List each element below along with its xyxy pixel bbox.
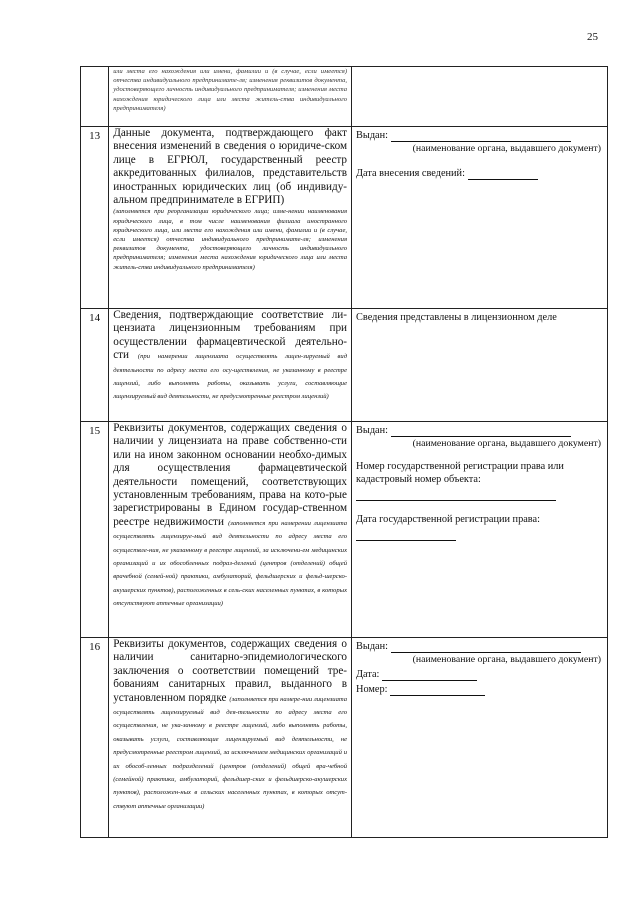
- row-note: (при намерении лицензиата осуществлять лицен-зируемый вид деятельности по адресу места его осу-ществления, не указанному в реестре лицензий, либо выполнять работы, оказывать услуги, составляющие лицензируемый вид деятельности, не предусмотренные реестром лицензий): [113, 353, 348, 401]
- application-form-table: [80, 66, 608, 838]
- page-number: 25: [587, 31, 598, 43]
- reg-date-label: Дата государственной регистрации права:: [356, 514, 540, 525]
- issued-caption: (наименование органа, выдавшего документ): [412, 143, 601, 154]
- row-response: [352, 638, 608, 838]
- issued-label: Выдан:: [356, 425, 388, 436]
- issued-caption: (наименование органа, выдавшего документ): [412, 438, 601, 449]
- row-description: [109, 422, 352, 638]
- entry-date-field: [356, 167, 603, 180]
- issued-field: [356, 129, 603, 142]
- row-response: [352, 67, 608, 127]
- row-response: [352, 422, 608, 638]
- reg-number-field: [356, 488, 603, 501]
- date-label: Дата:: [356, 669, 380, 680]
- issued-field: [356, 640, 603, 653]
- row-number: 13: [81, 127, 109, 309]
- reg-date-blank[interactable]: [356, 530, 456, 541]
- number-label: Номер:: [356, 684, 388, 695]
- row-note: или места его нахождения или имени, фамилии и (в случае, если имеется) отчества индивидуального предпринимате-ля; изменения реквизитов документа, удостоверяющего личность индивидуального предпринимателя; изменения места нахождения юридического лица или места житель-ства индивидуального предпринимателя): [113, 68, 348, 112]
- row-response: [352, 127, 608, 309]
- row-description: [109, 127, 352, 309]
- row-number: 16: [81, 638, 109, 838]
- row-response: [352, 309, 608, 422]
- reg-number-label: Номер государственной регистрации права или кадастровый номер объекта:: [356, 461, 564, 485]
- row-number: [81, 67, 109, 127]
- row-note: (заполняется при намерении лицензиата осуществлять лицензируе-мый вид деятельности по адресу места его осуществле-ния, не указанному в реестре лицензий, за исключени-ем медицинских организаций и их обособленных подраз-делений (центров (отделений) общей врачебной (семей-ной) практики, амбулаторий, фельдшерских и фельд-шерско-акушерских пунктов), расположенных в сель-ских населенных пунктах, в которых отсутствуют аптечные организации): [113, 519, 348, 608]
- date-field: [356, 668, 603, 681]
- table-row: [81, 422, 608, 638]
- date-blank[interactable]: [382, 670, 477, 681]
- issued-blank[interactable]: [391, 131, 571, 142]
- row-description: [109, 638, 352, 838]
- row-description: [109, 67, 352, 127]
- reg-date-field: [356, 528, 603, 541]
- row-note: (заполняется при реорганизации юридического лица; изме-нении наименования юридического лица, в том числе наименования филиала иностранного юридического лица, или места его нахождения или имени, фамилии и (в случае, если имеется) отчества индивидуального предпринимате-ля; изменения реквизитов документа, удостоверяющего личность индивидуального предпринимателя; изменения места нахождения юридического лица или места житель-ства индивидуального предпринимателя): [113, 208, 348, 271]
- row-response-text: Сведения представлены в лицензионном деле: [356, 312, 557, 323]
- issued-blank[interactable]: [391, 642, 581, 653]
- table-row: [81, 309, 608, 422]
- entry-date-label: Дата внесения сведений:: [356, 168, 465, 179]
- issued-blank[interactable]: [391, 426, 571, 437]
- entry-date-blank[interactable]: [468, 169, 538, 180]
- table-row: [81, 638, 608, 838]
- issued-caption: (наименование органа, выдавшего документ): [412, 654, 601, 665]
- issued-label: Выдан:: [356, 641, 388, 652]
- number-field: [356, 683, 603, 696]
- row-main-text: Сведения, подтверждающие соответствие ли-цензиата лицензионным требованиям при осуществлении фармацевтической деятельно-сти: [113, 309, 348, 362]
- issued-label: Выдан:: [356, 130, 388, 141]
- number-blank[interactable]: [390, 685, 485, 696]
- row-main-text: Данные документа, подтверждающего факт внесения изменений в сведения о юридиче-ском лице в ЕГРЮЛ, государственный реестр аккредитованных филиалов, представительств иностранных юридических лиц (об индивиду-альном предпринимателе в ЕГРИП): [113, 127, 348, 207]
- row-note: (заполняется при намере-нии лицензиата осуществлять лицензируемый вид дея-тельности по адресу места его осуществления, не ука-занному в реестре лицензий, либо выполнять работы, оказывать услуги, составляющие лицензируемый вид деятельности, не предусмотренные реестром лицензий, за исключением медицинских организаций и их обособ-ленных подразделений (центров (отделений) общей вра-чебной (семейной) практики, амбулаторий, фельдшер-ских и фельдшерско-акушерских пунктов), расположен-ных в сельских населенных пунктах, в которых отсут-ствуют аптечные организации): [113, 695, 348, 810]
- row-main-text: Реквизиты документов, содержащих сведения о наличии санитарно-эпидемиологического заключения о соответствии помещений тре-бованиям санитарных правил, выданного в установленном порядке: [113, 638, 348, 704]
- table-row: [81, 127, 608, 309]
- row-number: 15: [81, 422, 109, 638]
- table-row: [81, 67, 608, 127]
- row-main-text: Реквизиты документов, содержащих сведения о наличии у лицензиата на праве собственно-сти или на ином законном основании необхо-димых для осуществления фармацевтической деятельности помещений, соответствующих установленным требованиям, права на кото-рые зарегистрированы в Едином государ-ственном реестре недвижимости: [113, 422, 348, 528]
- row-number: 14: [81, 309, 109, 422]
- reg-number-blank[interactable]: [356, 490, 556, 501]
- issued-field: [356, 424, 603, 437]
- row-description: [109, 309, 352, 422]
